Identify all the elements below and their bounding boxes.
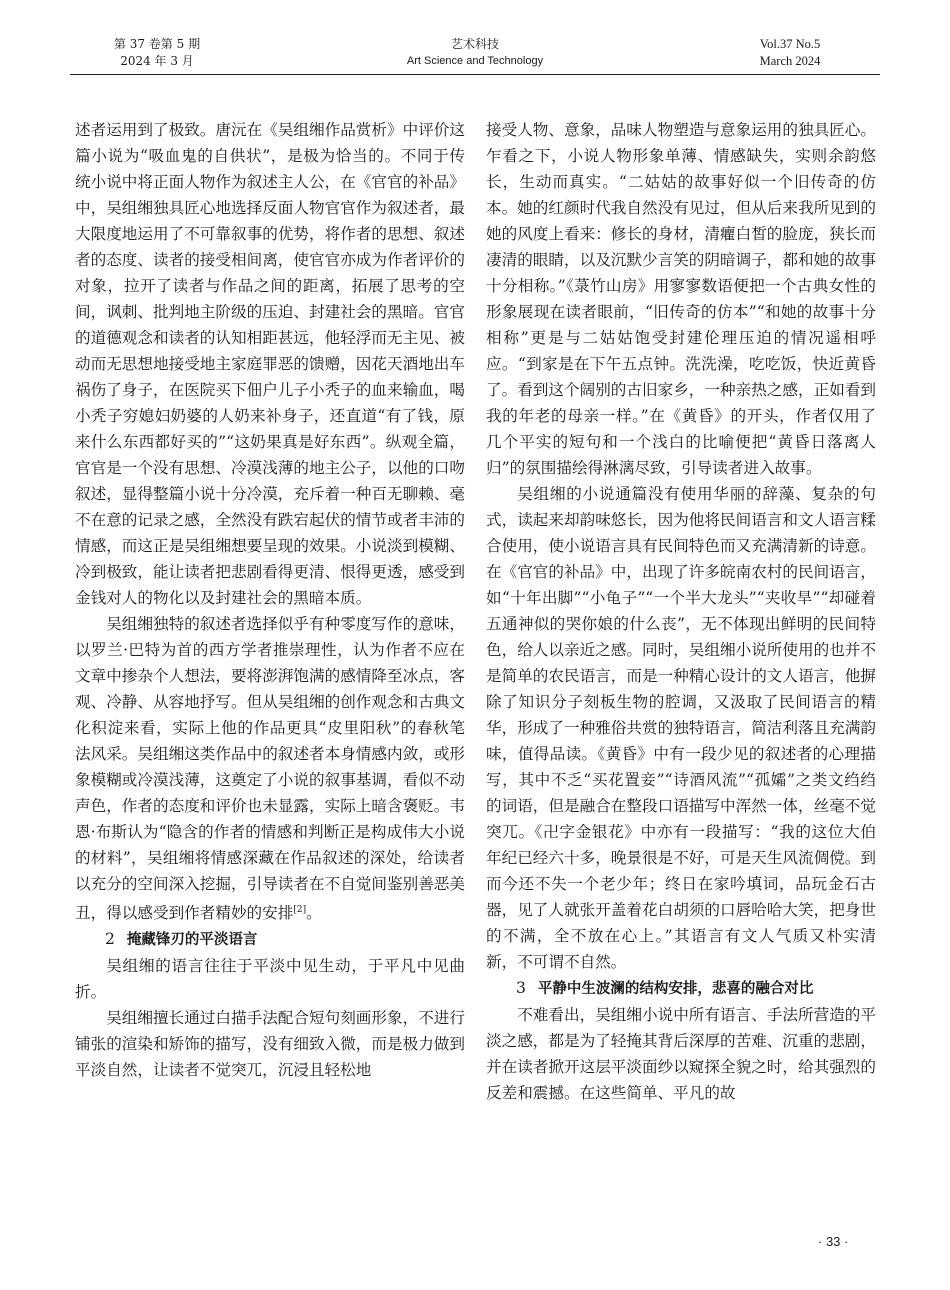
right-column [486,117,876,1106]
paragraph-end: 。 [306,904,322,922]
paragraph-text: 吴组缃独特的叙述者选择似乎有种零度写作的意味，以罗兰·巴特为首的西方学者推崇理性，认为作者不应在文章中掺杂个人想法，要将澎湃饱满的感情降至冰点，客观、冷静、从容地抒写。但从吴组缃的创作观念和古典文化积淀来看，实际上他的作品更具“皮里阳秋”的春秋笔法风采。吴组缃这类作品中的叙述者本身情感内敛，或形象模糊或冷漠浅薄，这奠定了小说的叙事基调，看似不动声色，作者的态度和评价也未显露，实际上暗含褒贬。韦恩·布斯认为“隐含的作者的情感和判断正是构成伟大小说的材料”，吴组缃将情感深藏在作品叙述的深处，给读者以充分的空间深入挖掘，引导读者在不自觉间鉴别善恶美丑，得以感受到作者精妙的安排 [75,615,465,922]
section-title: 平静中生波澜的结构安排，悲喜的融合对比 [537,981,814,997]
section-number: 2 [105,930,115,948]
section-heading [75,926,465,953]
section-number: 3 [516,979,526,997]
paragraph: 不难看出，吴组缃小说中所有语言、手法所营造的平淡之感，都是为了轻掩其背后深厚的苦难、沉重的悲剧，并在读者掀开这层平淡面纱以窥探全貌之时，给其强烈的反差和震撼。在这些简单、平凡的故 [486,1006,876,1102]
running-header [70,36,880,75]
journal-title-en: Art Science and Technology [406,55,544,67]
volume-en: Vol.37 No.5 [759,37,821,51]
volume-issue: 第 37 卷第 5 期 [113,37,201,51]
header-volume-en [730,36,850,70]
paragraph: 吴组缃的小说通篇没有使用华丽的辞藻、复杂的句式，读起来却韵味悠长，因为他将民间语言和文人语言糅合使用，使小说语言具有民间特色而又充满清新的诗意。在《官官的补品》中，出现了许多皖南农村的民间语言，如“十年出脚”“小龟子”“一个半大龙头”“夹收旱”“却碰着五通神似的哭你娘的什么丧”，无不体现出鲜明的民间特色，给人以亲近之感。同时，吴组缃小说所使用的也并不是简单的农民语言，而是一种精心设计的文人语言，他摒除了知识分子刻板生物的腔调，又汲取了民间语言的精华，形成了一种雅俗共赏的独特语言，简洁利落且充满韵味，值得品读。《黄昏》中有一段少见的叙述者的心理描写，其中不乏“买花置妾”“诗酒风流”“孤孀”之类文绉绉的词语，但是融合在整段口语描写中浑然一体，丝毫不觉突兀。《卍字金银花》中亦有一段描写：“我的这位大伯年纪已经六十多，晚景很是不好，可是天生风流倜傥。到而今还不失一个老少年；终日在家吟填词，品玩金石古器，见了人就张开盖着花白胡须的口唇哈哈大笑，把身世的不满，全不放在心上。”其语言有文人气质又朴实清新，不可谓不自然。 [486,485,876,971]
header-issue-info [102,36,212,70]
page-number: · 33 · [818,1234,849,1249]
paragraph [75,611,465,926]
date-en: March 2024 [759,54,821,68]
left-column [75,117,465,1083]
issue-date: 2024 年 3 月 [120,54,194,68]
section-heading [486,975,876,1002]
header-journal [375,36,575,70]
journal-title-cn: 艺术科技 [450,37,499,51]
paragraph: 接受人物、意象，品味人物塑造与意象运用的独具匠心。乍看之下，小说人物形象单薄、情感缺失，实则余韵悠长，生动而真实。“二姑姑的故事好似一个旧传奇的仿本。她的红颜时代我自然没有见过，但从后来我所见到的她的风度上看来：修长的身材，清癯白皙的脸庞，狭长而凄清的眼睛，以及沉默少言笑的阴暗调子，都和她的故事十分相称。”《菉竹山房》用寥寥数语便把一个古典女性的形象展现在读者眼前，“旧传奇的仿本”“和她的故事十分相称”更是与二姑姑饱受封建伦理压迫的情况遥相呼应。“到家是在下午五点钟。洗洗澡，吃吃饭，快近黄昏了。看到这个阔别的古旧家乡，一种亲热之感，正如看到我的年老的母亲一样。”在《黄昏》的开头，作者仅用了几个平实的短句和一个浅白的比喻便把“黄昏日落离人归”的氛围描绘得淋漓尽致，引导读者进入故事。 [486,121,876,477]
paragraph: 吴组缃的语言往往于平淡中见生动，于平凡中见曲折。 [75,957,465,1001]
paragraph: 吴组缃擅长通过白描手法配合短句刻画形象，不进行铺张的渲染和矫饰的描写，没有细致入微，而是极力做到平淡自然，让读者不觉突兀，沉浸且轻松地 [75,1009,465,1079]
paragraph: 述者运用到了极致。唐沅在《吴组缃作品赏析》中评价这篇小说为“吸血鬼的自供状”，是极为恰当的。不同于传统小说中将正面人物作为叙述主人公，在《官官的补品》中，吴组缃独具匠心地选择反面人物官官作为叙述者，最大限度地运用了不可靠叙事的优势，将作者的思想、叙述者的态度、读者的接受相间离，使官官亦成为作者评价的对象，拉开了读者与作品之间的距离，拓展了思考的空间，讽刺、批判地主阶级的压迫、封建社会的黑暗。官官的道德观念和读者的认知相距甚远，他轻浮而无主见、被动而无思想地接受地主家庭罪恶的馈赠，因花天酒地出车祸伤了身子，在医院买下佃户儿子小秃子的血来输血，喝小秃子穷媳妇奶婆的人奶来补身子，还直道“有了钱，原来什么东西都好买的”“这奶果真是好东西”。纵观全篇，官官是一个没有思想、冷漠浅薄的地主公子，以他的口吻叙述，显得整篇小说十分冷漠，充斥着一种百无聊赖、毫不在意的记录之感，全然没有跌宕起伏的情节或者丰沛的情感，而这正是吴组缃想要呈现的效果。小说淡到模糊、冷到极致，能让读者把悲剧看得更清、恨得更透，感受到金钱对人的物化以及封建社会的黑暗本质。 [75,121,465,607]
citation-ref: [2] [293,905,307,915]
section-title: 掩藏锋刃的平淡语言 [126,932,258,948]
